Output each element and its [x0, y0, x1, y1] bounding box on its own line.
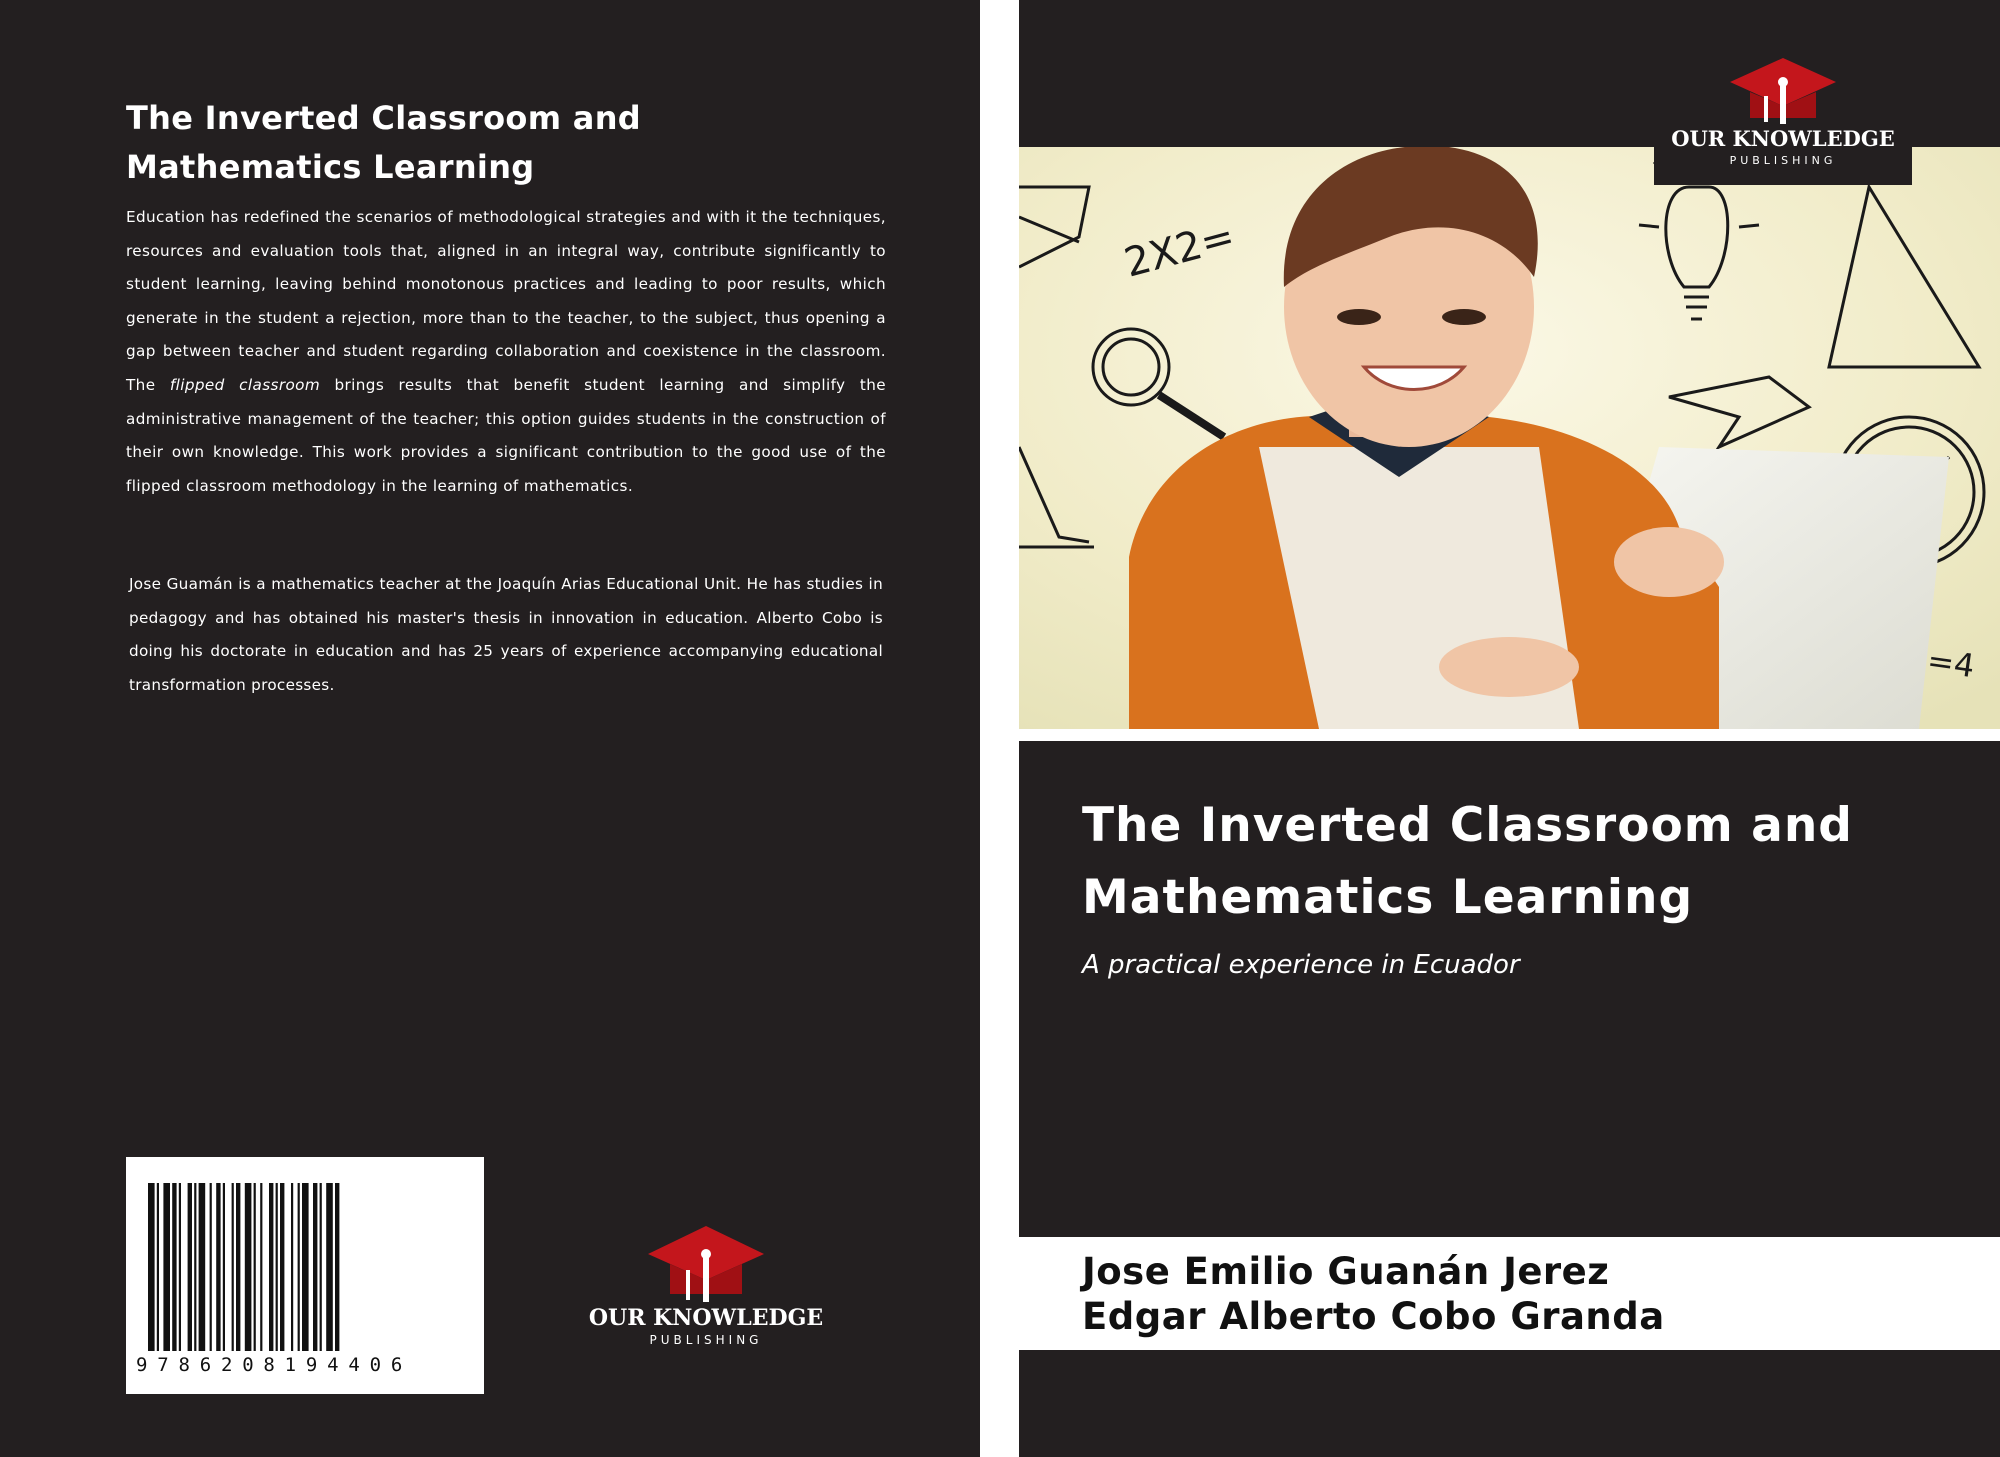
publisher-tagline: PUBLISHING [649, 1333, 763, 1347]
barcode-bar [232, 1183, 234, 1351]
barcode-bar [163, 1183, 170, 1351]
cover-photo [1019, 147, 2000, 729]
publisher-name: OUR KNOWLEDGE [1671, 126, 1895, 151]
barcode-bar [245, 1183, 252, 1351]
barcode-bar [236, 1183, 240, 1351]
blurb-text-2: brings results that benefit student learning and simplify the administrative management of the teacher; this option guides students in the construction of their own knowledge. This work provides a significant contribution to the good use of the flipped classroom methodology in the learning of mathematics. [126, 375, 886, 495]
barcode-bar [148, 1183, 155, 1351]
barcode-bar [269, 1183, 273, 1351]
front-publisher-logo [1654, 34, 1912, 185]
barcode-bar [291, 1183, 293, 1351]
author-bio: Jose Guamán is a mathematics teacher at the Joaquín Arias Educational Unit. He has studies in pedagogy and has obtained his master's thesis in innovation in education. Alberto Cobo is doing his doctorate in education and has 25 years of experience accompanying educational transformation processes. [129, 575, 883, 694]
publisher-cap-icon [1728, 56, 1838, 126]
isbn-barcode [126, 1157, 484, 1394]
barcode-bar [223, 1183, 225, 1351]
barcode-bar [216, 1183, 220, 1351]
front-cover-title: The Inverted Classroom and Mathematics Learning [1082, 798, 1853, 925]
publisher-tagline: PUBLISHING [1729, 154, 1837, 167]
blurb-text-1: Education has redefined the scenarios of methodological strategies and with it the techniques, resources and evaluation tools that, aligned in an integral way, contribute significantly to student learning, leaving behind monotonous practices and leading to poor results, which generate in the student a rejection, more than to the teacher, to the subject, thus opening a gap between teacher and student regarding collaboration and coexistence in the classroom. The [126, 208, 886, 394]
isbn-digits: 9786208194406 [136, 1354, 413, 1376]
barcode-bar [172, 1183, 176, 1351]
barcode-bar [302, 1183, 309, 1351]
author-name-2: Edgar Alberto Cobo Granda [1082, 1295, 1665, 1338]
barcode-bar [179, 1183, 181, 1351]
doodle-equation-1: 2X2= [1119, 213, 1240, 287]
front-cover-subtitle: A practical experience in Ecuador [1082, 950, 1520, 980]
barcode-bar [199, 1183, 206, 1351]
barcode-bar [276, 1183, 278, 1351]
barcode-bar [298, 1183, 300, 1351]
barcode-bar [254, 1183, 256, 1351]
barcode-bar [188, 1183, 192, 1351]
boy-with-tablet-illustration [1019, 147, 2000, 729]
barcode-bar [210, 1183, 212, 1351]
barcode-bar [280, 1183, 284, 1351]
barcode-bar [320, 1183, 322, 1351]
barcode-bars [126, 1157, 484, 1357]
barcode-bar [326, 1183, 333, 1351]
back-cover-title: The Inverted Classroom and Mathematics Learning [126, 99, 641, 186]
publisher-name: OUR KNOWLEDGE [588, 1305, 824, 1331]
author-name-1: Jose Emilio Guanán Jerez [1082, 1250, 1610, 1293]
publisher-cap-icon [646, 1224, 766, 1304]
barcode-bar [313, 1183, 317, 1351]
barcode-bar [194, 1183, 196, 1351]
blurb-emphasis: flipped classroom [169, 375, 321, 394]
back-cover-blurb [126, 201, 886, 503]
barcode-bar [157, 1183, 159, 1351]
barcode-bar [335, 1183, 339, 1351]
barcode-bar [260, 1183, 262, 1351]
